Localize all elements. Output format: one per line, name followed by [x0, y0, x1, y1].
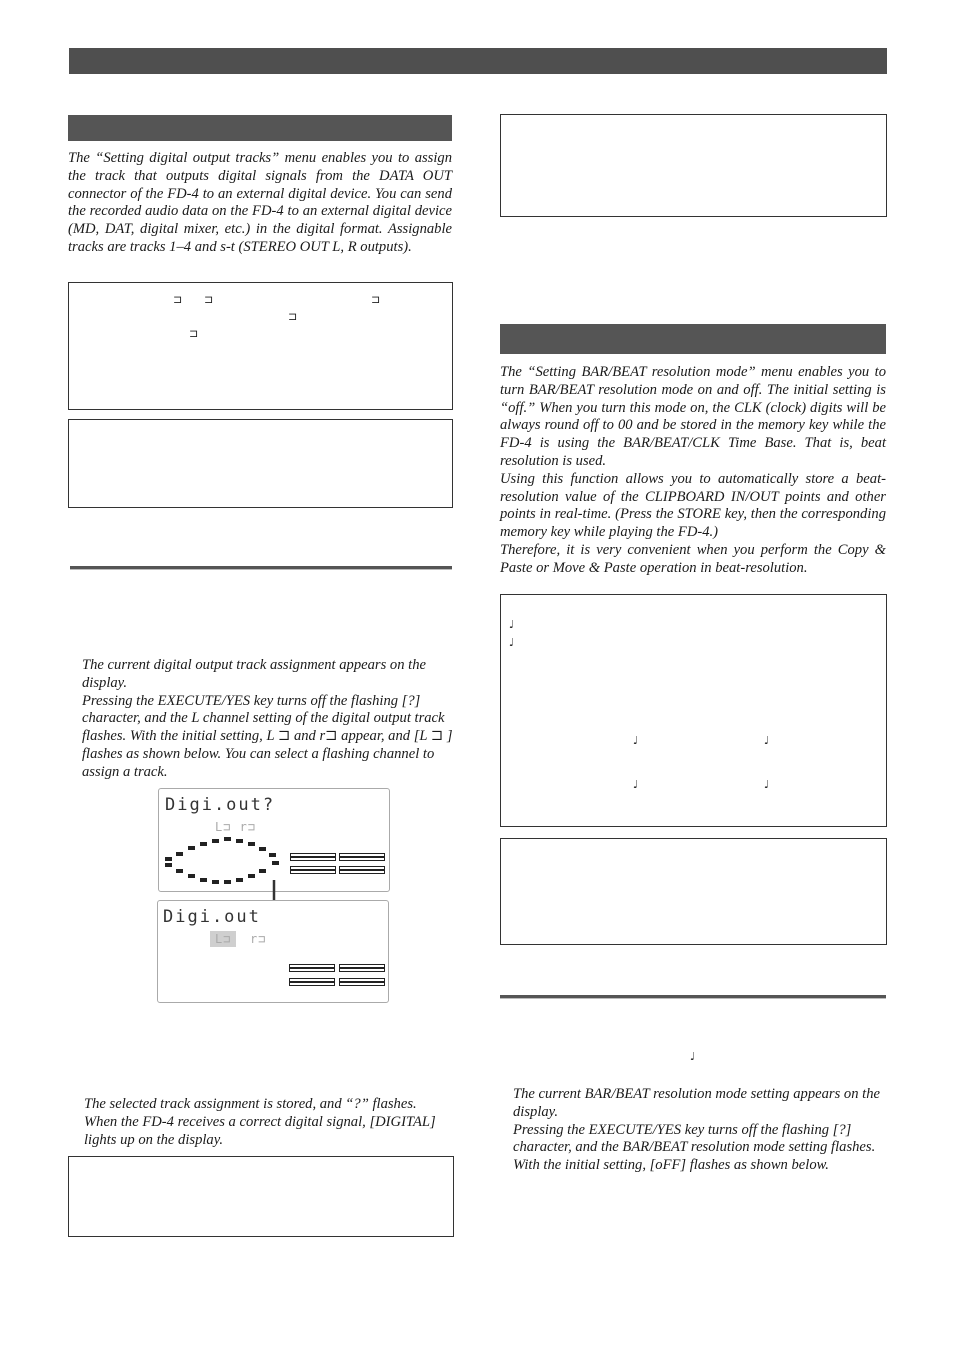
lcd-main-text: Digi.out?	[165, 795, 276, 815]
level-meter	[290, 853, 336, 861]
lcd-sub-text-flashing: L⊐	[210, 931, 236, 947]
note-box-3	[68, 1156, 454, 1237]
level-meter	[339, 853, 385, 861]
step-stored-line-2: When the FD-4 receives a correct digital signal, [DIGITAL] lights up on the display.	[84, 1113, 436, 1148]
section-heading-bar-bar-beat	[500, 324, 886, 354]
section-heading-bar-digital-output	[68, 115, 452, 141]
note-box-2	[68, 419, 453, 508]
step-stored-description	[84, 1096, 454, 1149]
quarter-note-icon: ♩	[764, 734, 770, 747]
intro-bar-beat-line-1: The “Setting BAR/BEAT resolution mode” menu enables you to turn BAR/BEAT resolution mode on and off. The initial setting is “off.” When you turn this mode on, the CLK (clock) digits will be always round off to 00 and be stored in the memory key while the FD-4 is using the BAR/BEAT/CLK Time Base. That is, beat resolution is used.	[500, 364, 886, 469]
level-meter	[289, 978, 335, 986]
quarter-note-icon: ♩	[633, 778, 639, 791]
bracket-glyph: ⊐	[371, 293, 381, 306]
quarter-note-icon: ♩	[690, 1050, 696, 1063]
lcd-display-1	[158, 788, 390, 892]
quarter-note-icon: ♩	[509, 636, 515, 649]
intro-digital-output	[68, 150, 452, 257]
page-header-bar	[69, 48, 887, 74]
step-display-line-1: The current digital output track assignment appears on the display.	[82, 657, 427, 691]
note-box-1	[68, 282, 453, 410]
level-meter	[290, 866, 336, 874]
intro-bar-beat	[500, 364, 886, 578]
step-bar-beat-line-1: The current BAR/BEAT resolution mode setting appears on the display.	[513, 1086, 880, 1120]
quarter-note-icon: ♩	[633, 734, 639, 747]
step-display-line-2: Pressing the EXECUTE/YES key turns off the flashing [?] character, and the L channel setting of the digital output track flashes. With the initial setting, L ⊐ and r⊐ appear, and [L ⊐ ] flashes as shown below. You can select a flashing channel to assign a track.	[82, 692, 453, 780]
note-box-4	[500, 114, 887, 217]
intro-digital-output-text: The “Setting digital output tracks” menu enables you to assign the track that outputs digital signals from the DATA OUT connector of the FD-4 to an external digital device. You can send the recorded audio data on the FD-4 to an external digital device (MD, DAT, digital mixer, etc.) in the digital format. Assignable tracks are tracks 1–4 and s-t (STEREO OUT L, R outputs).	[68, 150, 452, 255]
lcd-main-text: Digi.out	[163, 907, 261, 927]
section-rule-left	[70, 566, 452, 569]
bracket-glyph: ⊐	[173, 293, 183, 306]
intro-bar-beat-line-2: Using this function allows you to automatically store a beat-resolution value of the CLIPBOARD IN/OUT points and other points in real-time. (Press the STORE key, then the corresponding memory key while playing the FD-4.)	[500, 470, 886, 541]
intro-bar-beat-line-3: Therefore, it is very convenient when you perform the Copy & Paste or Move & Paste operation in beat-resolution.	[500, 541, 886, 576]
note-box-5	[500, 594, 887, 827]
level-meter	[289, 964, 335, 972]
section-rule-right	[500, 995, 886, 998]
step-display-description	[82, 657, 453, 782]
quarter-note-icon: ♩	[764, 778, 770, 791]
lcd-display-2	[157, 900, 389, 1003]
note-box-6	[500, 838, 887, 945]
quarter-note-icon: ♩	[509, 618, 515, 631]
level-meter	[339, 978, 385, 986]
level-meter	[339, 964, 385, 972]
level-meter	[339, 866, 385, 874]
bracket-glyph: ⊐	[189, 327, 199, 340]
lcd-sub-text: r⊐	[250, 932, 267, 946]
step-bar-beat-description	[513, 1086, 887, 1175]
step-bar-beat-line-2: Pressing the EXECUTE/YES key turns off the flashing [?] character, and the BAR/BEAT resolution mode setting flashes.	[513, 1121, 876, 1156]
lcd-sub-text: L⊐ r⊐	[215, 820, 257, 834]
step-bar-beat-line-3: With the initial setting, [oFF] flashes as shown below.	[513, 1157, 829, 1174]
step-stored-line-1: The selected track assignment is stored, and “?” flashes.	[84, 1096, 417, 1112]
bracket-glyph: ⊐	[288, 310, 298, 323]
bracket-glyph: ⊐	[204, 293, 214, 306]
